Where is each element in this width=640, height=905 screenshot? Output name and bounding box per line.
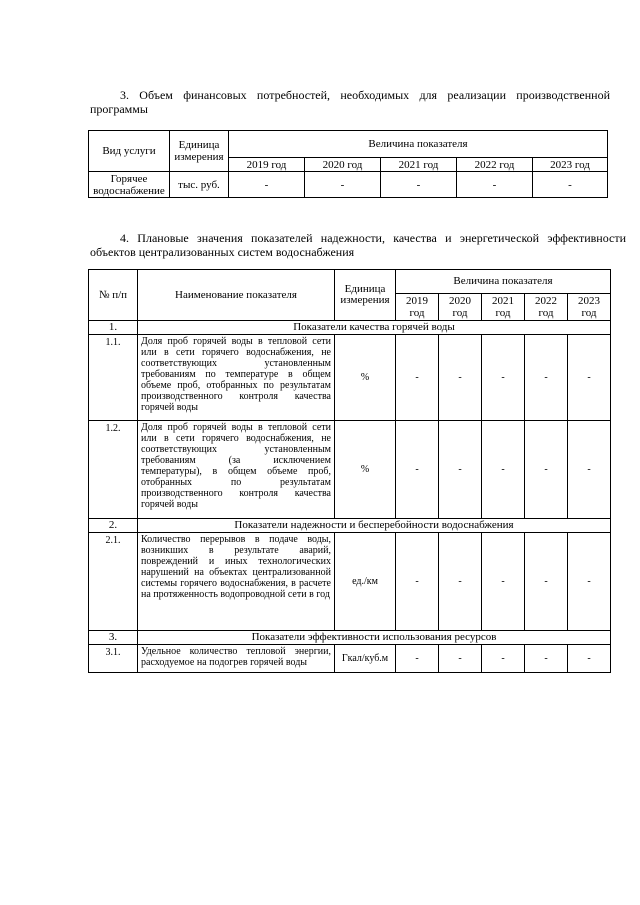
unit-cell: Гкал/куб.м (335, 645, 396, 673)
year-header: 2023 год (568, 294, 611, 321)
col-unit-header: Единица измерения (170, 131, 229, 172)
section-num: 1. (89, 321, 138, 335)
table-row (89, 335, 611, 421)
year-header: 2022 год (525, 294, 568, 321)
value-cell: - (396, 645, 439, 673)
section-title: Показатели качества горячей воды (138, 321, 611, 335)
value-cell: - (482, 335, 525, 421)
value-cell: - (396, 335, 439, 421)
value-cell: - (525, 421, 568, 519)
value-cell: - (525, 645, 568, 673)
section-title: Показатели эффективности использования ресурсов (138, 631, 611, 645)
row-num: 1.1. (89, 335, 138, 421)
unit-cell: % (335, 335, 396, 421)
value-cell: - (482, 645, 525, 673)
value-cell: - (568, 533, 611, 631)
col-value-header: Величина показателя (229, 131, 608, 158)
financial-needs-table (88, 130, 608, 198)
table-row (89, 421, 611, 519)
col-value-header: Величина показателя (396, 270, 611, 294)
value-cell: - (439, 335, 482, 421)
section-num: 2. (89, 519, 138, 533)
section3-heading: 3. Объем финансовых потребностей, необходимых для реализации производственной программы (90, 88, 610, 116)
row-name: Удельное количество тепловой энергии, расходуемое на подогрев горячей воды (138, 645, 335, 673)
row-num: 1.2. (89, 421, 138, 519)
section-row (89, 631, 611, 645)
value-cell: - (568, 421, 611, 519)
table-row (89, 172, 608, 198)
year-header: 2019 год (396, 294, 439, 321)
section-row (89, 519, 611, 533)
value-cell: - (568, 645, 611, 673)
col-unit-header: Единица измерения (335, 270, 396, 321)
value-cell: - (568, 335, 611, 421)
value-cell: - (396, 533, 439, 631)
value-cell: - (305, 172, 381, 198)
year-header: 2020 год (439, 294, 482, 321)
year-header: 2022 год (457, 158, 533, 172)
service-cell: Горячее водоснабжение (89, 172, 170, 198)
section-title: Показатели надежности и бесперебойности водоснабжения (138, 519, 611, 533)
col-name-header: Наименование показателя (138, 270, 335, 321)
row-name: Доля проб горячей воды в тепловой сети или в сети горячего водоснабжения, не соответствующих установленным требованиям (за исключением температуры), в общем объеме проб, отобранных по результатам производственного контроля качества горячей воды (138, 421, 335, 519)
section4-heading: 4. Плановые значения показателей надежности, качества и энергетической эффективности объектов централизованных систем водоснабжения (90, 231, 626, 259)
value-cell: - (229, 172, 305, 198)
unit-cell: тыс. руб. (170, 172, 229, 198)
indicators-table (88, 269, 611, 673)
col-num-header: № п/п (89, 270, 138, 321)
table-row (89, 645, 611, 673)
value-cell: - (525, 533, 568, 631)
year-header: 2023 год (533, 158, 608, 172)
unit-cell: ед./км (335, 533, 396, 631)
row-name: Количество перерывов в подаче воды, возникших в результате аварий, повреждений и иных технологических нарушений на объектах централизованной системы горячего водоснабжения, в расчете на протяженность водопроводной сети в год (138, 533, 335, 631)
section-num: 3. (89, 631, 138, 645)
value-cell: - (439, 421, 482, 519)
col-service-header: Вид услуги (89, 131, 170, 172)
value-cell: - (396, 421, 439, 519)
value-cell: - (482, 533, 525, 631)
unit-cell: % (335, 421, 396, 519)
value-cell: - (381, 172, 457, 198)
year-header: 2021 год (482, 294, 525, 321)
value-cell: - (482, 421, 525, 519)
value-cell: - (533, 172, 608, 198)
year-header: 2020 год (305, 158, 381, 172)
row-name: Доля проб горячей воды в тепловой сети или в сети горячего водоснабжения, не соответствующих установленным требованиям по температуре в общем объеме проб, отобранных по результатам производственного контроля качества горячей воды (138, 335, 335, 421)
year-header: 2019 год (229, 158, 305, 172)
value-cell: - (439, 533, 482, 631)
row-num: 2.1. (89, 533, 138, 631)
section-row (89, 321, 611, 335)
value-cell: - (457, 172, 533, 198)
value-cell: - (525, 335, 568, 421)
year-header: 2021 год (381, 158, 457, 172)
row-num: 3.1. (89, 645, 138, 673)
table-row (89, 533, 611, 631)
value-cell: - (439, 645, 482, 673)
